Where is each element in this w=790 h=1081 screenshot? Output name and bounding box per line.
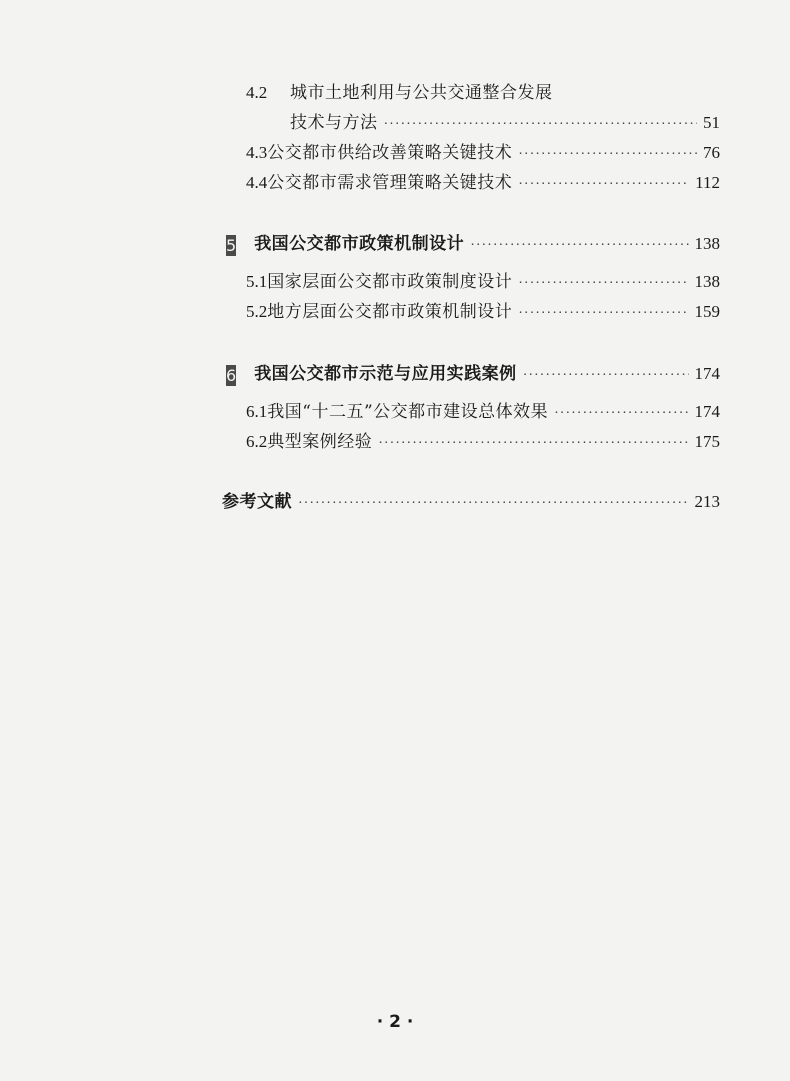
leader-dots	[518, 306, 688, 322]
toc-entry-6-2[interactable]	[246, 427, 720, 457]
chapter-number-box: 6	[226, 366, 237, 385]
leader-dots	[378, 436, 688, 452]
toc-entry-4-4[interactable]	[246, 168, 720, 198]
section-number: 5.2	[246, 302, 268, 321]
section-number: 6.1	[246, 402, 268, 421]
section-title: 公交都市供给改善策略关键技术	[267, 143, 513, 163]
references-title: 参考文献	[222, 492, 292, 512]
toc-chapter-6[interactable]	[226, 359, 720, 389]
toc-references[interactable]	[222, 487, 720, 517]
page-number: 112	[695, 173, 720, 192]
page-number: 175	[694, 432, 720, 451]
chapter-title: 我国公交都市示范与应用实践案例	[254, 364, 517, 384]
section-title: 我国“十二五”公交都市建设总体效果	[267, 402, 549, 422]
leader-dots	[384, 117, 698, 133]
section-number: 4.3	[246, 143, 268, 162]
section-number: 4.2	[246, 83, 268, 102]
leader-dots	[518, 147, 697, 163]
page-number: 174	[694, 364, 720, 383]
leader-dots	[298, 496, 689, 512]
section-title: 地方层面公交都市政策机制设计	[267, 302, 513, 322]
toc-entry-4-3[interactable]	[246, 138, 720, 168]
page-footer-number: · 2 ·	[376, 1012, 414, 1032]
toc-entry-5-2[interactable]	[246, 297, 720, 327]
page-number: 138	[694, 272, 720, 291]
leader-dots	[518, 177, 689, 193]
section-number: 6.2	[246, 432, 268, 451]
leader-dots	[523, 368, 689, 384]
section-title: 公交都市需求管理策略关键技术	[267, 173, 513, 193]
section-title-line1: 城市土地利用与公共交通整合发展	[290, 83, 553, 103]
section-title-line2: 技术与方法	[290, 113, 378, 133]
leader-dots	[518, 276, 688, 292]
chapter-title: 我国公交都市政策机制设计	[254, 234, 465, 254]
page-number: 138	[694, 234, 720, 253]
section-number: 5.1	[246, 272, 268, 291]
toc-entry-6-1[interactable]	[246, 397, 720, 427]
page-number: 76	[703, 143, 720, 162]
section-title: 典型案例经验	[267, 432, 373, 452]
toc-entry-5-1[interactable]	[246, 267, 720, 297]
leader-dots	[554, 406, 688, 422]
toc-entry-4-2[interactable]	[246, 78, 720, 108]
page-number: 159	[694, 302, 720, 321]
toc-chapter-5[interactable]	[226, 229, 720, 259]
page-number: 213	[694, 492, 720, 511]
leader-dots	[470, 238, 688, 254]
page-number: 51	[703, 113, 720, 132]
section-number: 4.4	[246, 173, 268, 192]
chapter-number-box: 5	[226, 236, 237, 255]
page-number: 174	[694, 402, 720, 421]
section-title: 国家层面公交都市政策制度设计	[267, 272, 513, 292]
toc-entry-4-2-continued[interactable]	[290, 108, 720, 138]
